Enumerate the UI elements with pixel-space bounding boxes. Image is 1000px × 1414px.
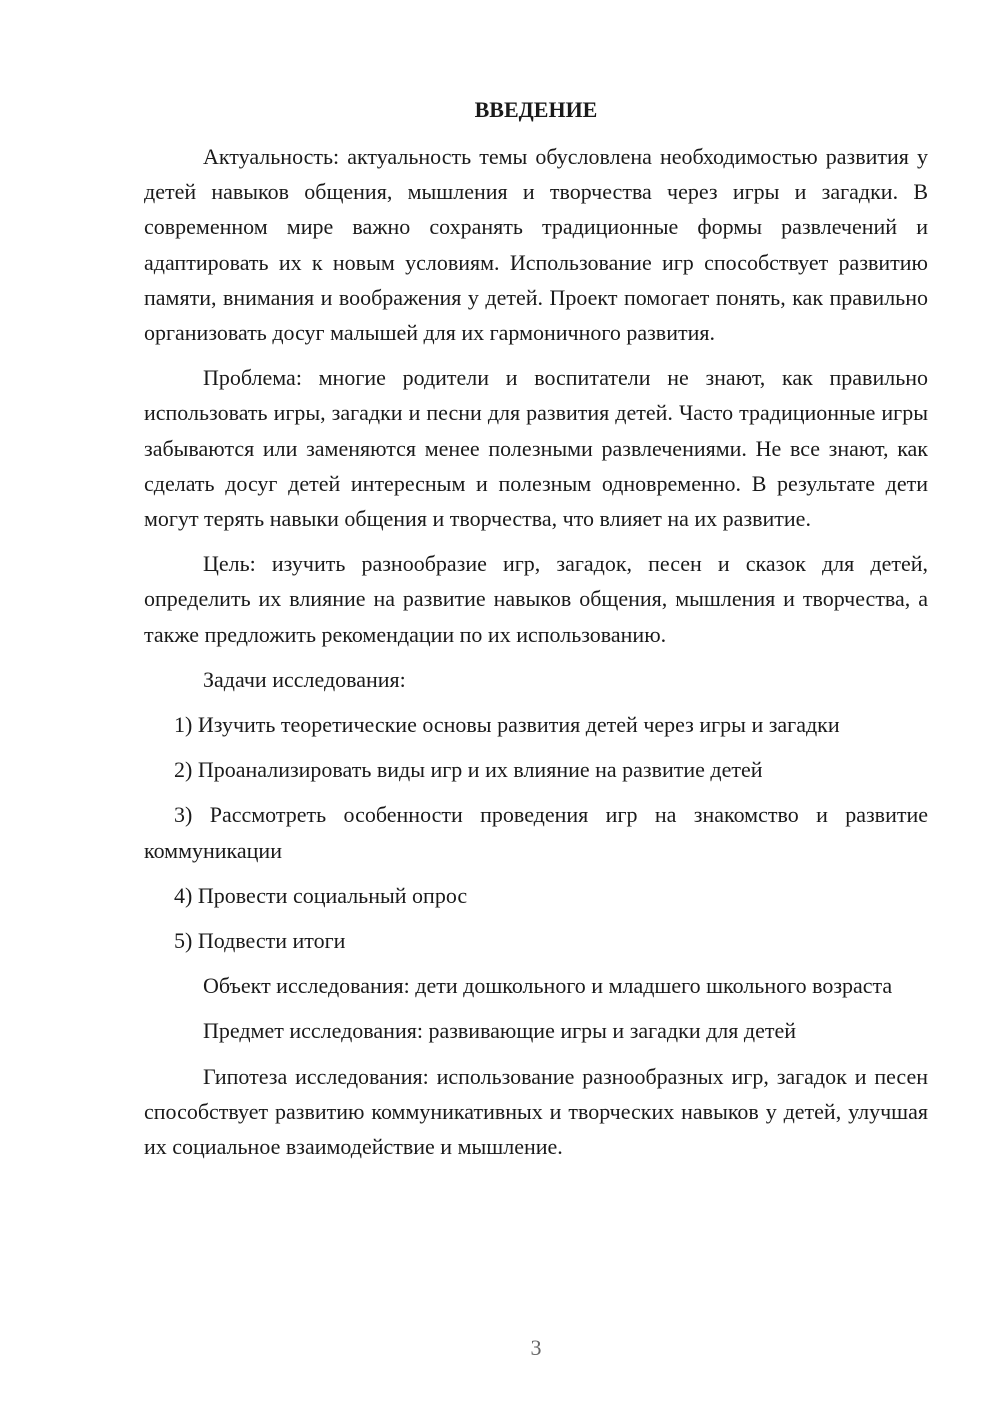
- paragraph-problem: Проблема: многие родители и воспитатели не знают, как правильно использовать игры, загадки и песни для развития детей. Часто традиционные игры забываются или заменяются менее полезными развлечениями. Не все знают, как сделать досуг детей интересным и полезным одновременно. В результате дети могут терять навыки общения и творчества, что влияет на их развитие.: [144, 365, 928, 532]
- paragraph-hypothesis: Гипотеза исследования: использование разнообразных игр, загадок и песен способствует развитию коммуникативных и творческих навыков у детей, улучшая их социальное взаимодействие и мышление.: [144, 1063, 928, 1160]
- page-title: ВВЕДЕНИЕ: [474, 97, 598, 122]
- paragraph-relevance: Актуальность: актуальность темы обусловлена необходимостью развития у детей навыков общения, мышления и творчества через игры и загадки. В современном мире важно сохранять традиционные формы развлечений и адаптировать их к новым условиям. Использование игр способствует развитию памяти, внимания и воображения у детей. Проект помогает понять, как правильно организовать досуг малышей для их гармоничного развития.: [144, 144, 928, 346]
- paragraph-subject: Предмет исследования: развивающие игры и загадки для детей: [203, 1018, 796, 1044]
- tasks-heading: Задачи исследования:: [203, 666, 406, 692]
- task-item-4: 4) Провести социальный опрос: [174, 882, 468, 908]
- task-item-1: 1) Изучить теоретические основы развития детей через игры и загадки: [174, 712, 840, 738]
- task-item-3: 3) Рассмотреть особенности проведения игр на знакомство и развитие коммуникации: [144, 802, 928, 863]
- task-item-2: 2) Проанализировать виды игр и их влияние на развитие детей: [174, 757, 763, 783]
- paragraph-goal: Цель: изучить разнообразие игр, загадок, песен и сказок для детей, определить их влияние на развитие навыков общения, мышления и творчества, а также предложить рекомендации по их использованию.: [144, 551, 928, 647]
- paragraph-object: Объект исследования: дети дошкольного и младшего школьного возраста: [203, 973, 893, 999]
- task-item-5: 5) Подвести итоги: [174, 928, 346, 954]
- document-page: [144, 93, 928, 1174]
- page-number: 3: [530, 1335, 542, 1360]
